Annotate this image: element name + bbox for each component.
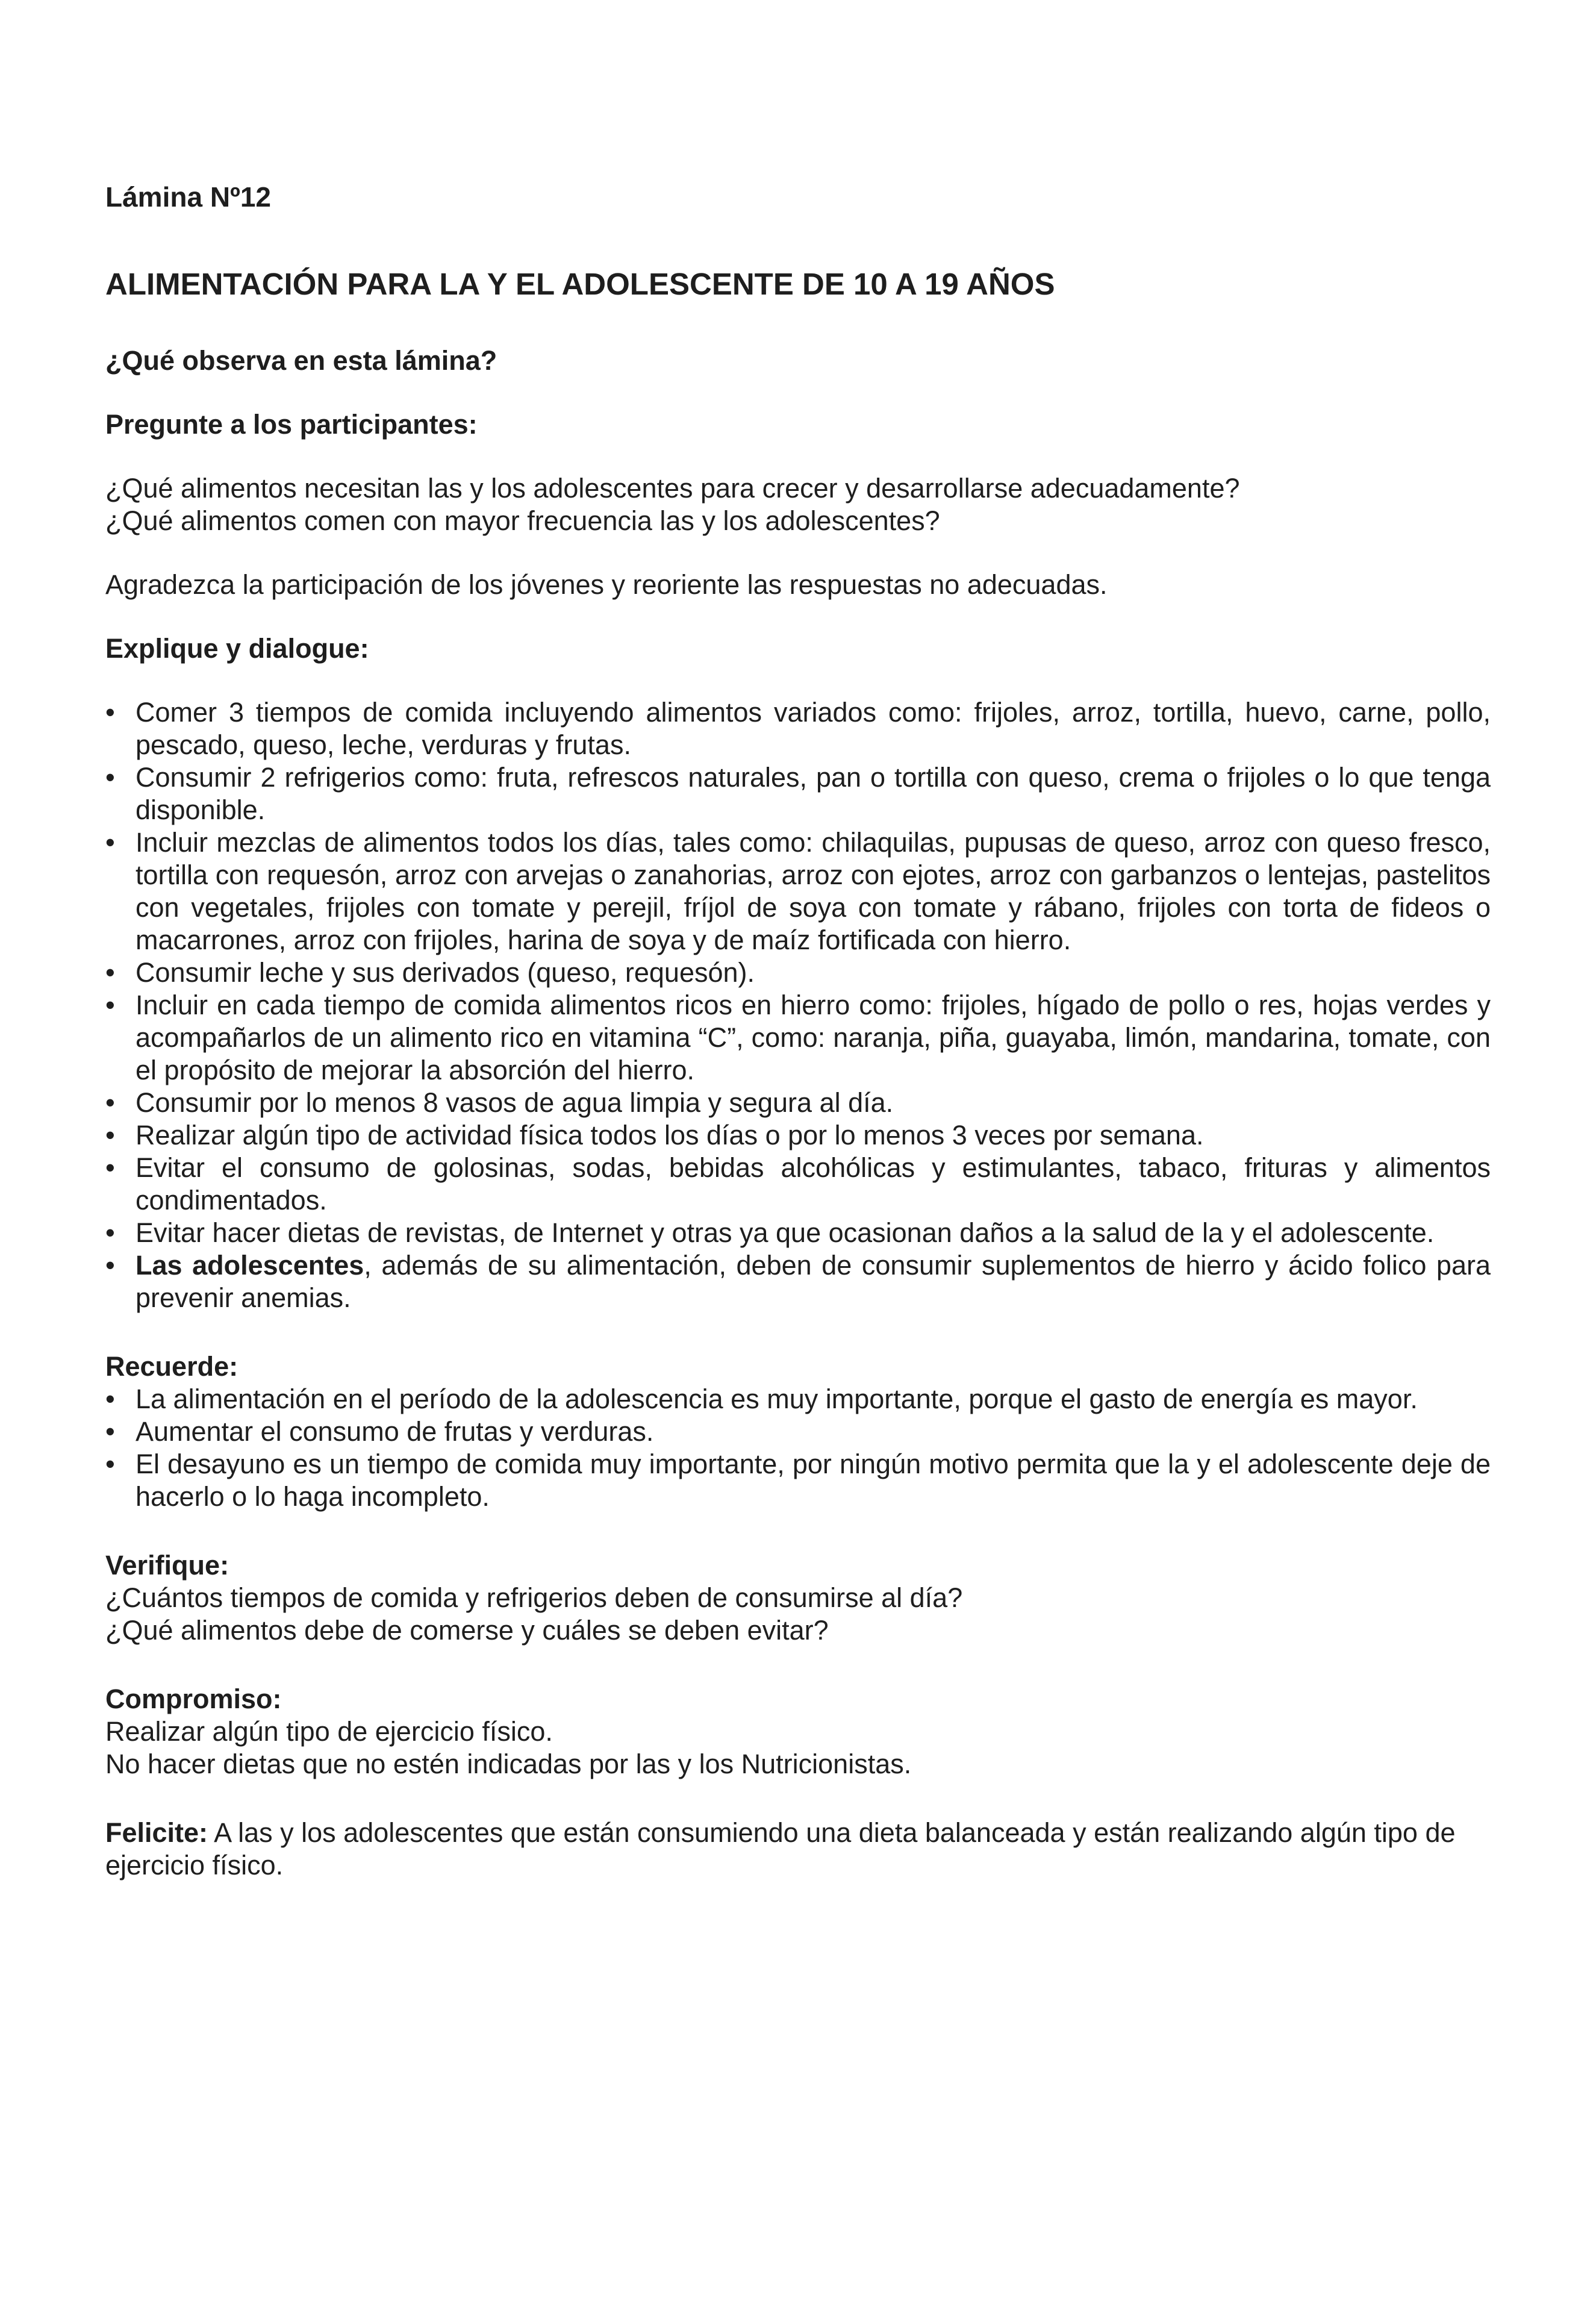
explain-heading: Explique y dialogue:	[105, 633, 369, 664]
commitment-heading: Compromiso:	[105, 1684, 282, 1714]
list-item: • Realizar algún tipo de actividad física todos los días o por lo menos 3 veces por semana.	[105, 1119, 1491, 1152]
list-item: • Incluir en cada tiempo de comida alimentos ricos en hierro como: frijoles, hígado de pollo o res, hojas verdes y acompañarlos de un alimento rico en vitamina “C”, como: naranja, piña, guayaba, limón, mandarina, tomate, con el propósito de mejorar la absorción del hierro.	[105, 989, 1491, 1087]
commitment-line-2: No hacer dietas que no estén indicadas por las y los Nutricionistas.	[105, 1749, 912, 1779]
verify-line-1: ¿Cuántos tiempos de comida y refrigerios deben de consumirse al día?	[105, 1582, 963, 1613]
lamina-number: Lámina Nº12	[105, 181, 272, 213]
commitment-line-1: Realizar algún tipo de ejercicio físico.	[105, 1716, 553, 1747]
list-item: • Evitar el consumo de golosinas, sodas, bebidas alcohólicas y estimulantes, tabaco, frituras y alimentos condimentados.	[105, 1152, 1491, 1217]
list-item: • La alimentación en el período de la adolescencia es muy importante, porque el gasto de energía es mayor.	[105, 1383, 1491, 1415]
explain-list	[105, 696, 1491, 1314]
remember-heading: Recuerde:	[105, 1351, 238, 1382]
list-item: • Consumir leche y sus derivados (queso, requesón).	[105, 957, 1491, 989]
thanks-text: Agradezca la participación de los jóvenes y reoriente las respuestas no adecuadas.	[105, 569, 1108, 600]
remember-list	[105, 1383, 1491, 1513]
congratulate-paragraph	[105, 1817, 1491, 1882]
ask-question-2: ¿Qué alimentos comen con mayor frecuencia las y los adolescentes?	[105, 505, 940, 536]
list-item: • Incluir mezclas de alimentos todos los días, tales como: chilaquilas, pupusas de queso, arroz con queso fresco, tortilla con requesón, arroz con arvejas o zanahorias, arroz con ejotes, arroz con garbanzos o lentejas, pastelitos con vegetales, frijoles con tomate y perejil, fríjol de soya con tomate y rábano, frijoles con torta de fideos o macarrones, arroz con frijoles, harina de soya y de maíz fortificada con hierro.	[105, 826, 1491, 957]
list-item: • Consumir por lo menos 8 vasos de agua limpia y segura al día.	[105, 1087, 1491, 1119]
verify-heading: Verifique:	[105, 1550, 229, 1581]
document-title: ALIMENTACIÓN PARA LA Y EL ADOLESCENTE DE 10 A 19 AÑOS	[105, 267, 1055, 301]
list-item: • El desayuno es un tiempo de comida muy importante, por ningún motivo permita que la y el adolescente deje de hacerlo o lo haga incompleto.	[105, 1448, 1491, 1513]
list-item: • Comer 3 tiempos de comida incluyendo alimentos variados como: frijoles, arroz, tortilla, huevo, carne, pollo, pescado, queso, leche, verduras y frutas.	[105, 696, 1491, 761]
congratulate-text: A las y los adolescentes que están consumiendo una dieta balanceada y están realizando algún tipo de ejercicio físico.	[105, 1817, 1456, 1880]
list-item: • Aumentar el consumo de frutas y verduras.	[105, 1415, 1491, 1448]
list-item-bold-lead: Las adolescentes	[136, 1250, 364, 1281]
ask-participants-heading: Pregunte a los participantes:	[105, 409, 478, 440]
verify-line-2: ¿Qué alimentos debe de comerse y cuáles se deben evitar?	[105, 1615, 829, 1646]
list-item-adolescentes	[105, 1249, 1491, 1314]
document-page	[105, 181, 1491, 1882]
ask-question-1: ¿Qué alimentos necesitan las y los adolescentes para crecer y desarrollarse adecuadamente?	[105, 473, 1240, 504]
list-item: • Consumir 2 refrigerios como: fruta, refrescos naturales, pan o tortilla con queso, crema o frijoles o lo que tenga disponible.	[105, 761, 1491, 826]
list-item: • Evitar hacer dietas de revistas, de Internet y otras ya que ocasionan daños a la salud de la y el adolescente.	[105, 1217, 1491, 1249]
list-item-rest: , además de su alimentación, deben de consumir suplementos de hierro y ácido folico para prevenir anemias.	[136, 1250, 1491, 1313]
congratulate-label: Felicite:	[105, 1817, 208, 1848]
question-observe: ¿Qué observa en esta lámina?	[105, 345, 497, 376]
